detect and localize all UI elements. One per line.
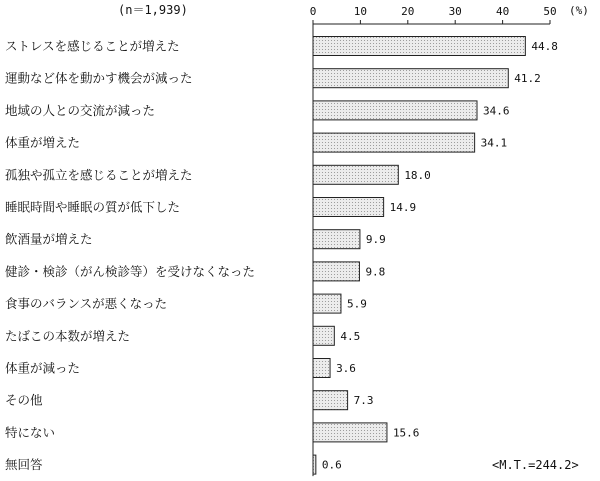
category-label: 無回答 — [5, 457, 43, 473]
category-label: 特にない — [5, 424, 56, 440]
category-label: 地域の人との交流が減った — [5, 102, 156, 118]
bar — [313, 198, 384, 217]
x-tick-label: 20 — [401, 5, 415, 18]
bar — [313, 101, 477, 120]
bar — [313, 294, 341, 313]
x-tick-label: 50 — [543, 5, 557, 18]
value-label: 34.6 — [483, 104, 510, 118]
bar — [313, 165, 398, 184]
value-label: 44.8 — [531, 40, 558, 53]
value-label: 5.9 — [346, 297, 367, 311]
category-label: その他 — [5, 392, 43, 408]
category-label: 体重が減った — [5, 360, 81, 376]
unit-label: (%) — [569, 4, 589, 17]
bar — [313, 133, 475, 152]
category-label: 運動など体を動かす機会が減った — [5, 70, 193, 86]
category-label: 食事のバランスが悪くなった — [5, 296, 168, 312]
category-label: 孤独や孤立を感じることが増えた — [5, 167, 193, 183]
value-label: 9.8 — [365, 265, 386, 279]
value-label: 14.9 — [389, 201, 417, 214]
bar — [313, 262, 359, 281]
bar — [313, 326, 334, 345]
category-label: ストレスを感じることが増えた — [5, 38, 180, 54]
bar — [313, 69, 508, 88]
bars — [5, 37, 558, 475]
x-tick-label: 0 — [309, 5, 317, 18]
bar — [313, 359, 330, 378]
value-label: 18.0 — [404, 168, 431, 182]
x-tick-label: 40 — [495, 5, 510, 18]
bar — [313, 423, 387, 442]
value-label: 34.1 — [480, 136, 508, 150]
x-tick-label: 10 — [353, 5, 368, 18]
bar — [313, 391, 348, 410]
x-tick-label: 30 — [448, 5, 462, 18]
category-label: 体重が増えた — [5, 135, 81, 151]
category-label: 睡眠時間や睡眠の質が低下した — [5, 199, 181, 215]
bar — [313, 37, 525, 56]
value-label: 9.9 — [365, 233, 386, 247]
value-label: 4.5 — [340, 329, 361, 343]
category-label: 飲酒量が増えた — [5, 231, 93, 247]
category-label: 健診・検診（がん検診等）を受けなくなった — [5, 263, 256, 279]
value-label: 3.6 — [336, 362, 356, 375]
bar — [313, 455, 316, 474]
value-label: 41.2 — [514, 72, 541, 86]
total-note: <M.T.=244.2> — [492, 458, 579, 472]
value-label: 0.6 — [321, 458, 342, 472]
value-label: 15.6 — [392, 426, 420, 440]
sample-size-note: (n＝1,939) — [118, 3, 188, 17]
bar — [313, 230, 360, 249]
category-label: たばこの本数が増えた — [5, 328, 131, 344]
value-label: 7.3 — [353, 394, 374, 408]
